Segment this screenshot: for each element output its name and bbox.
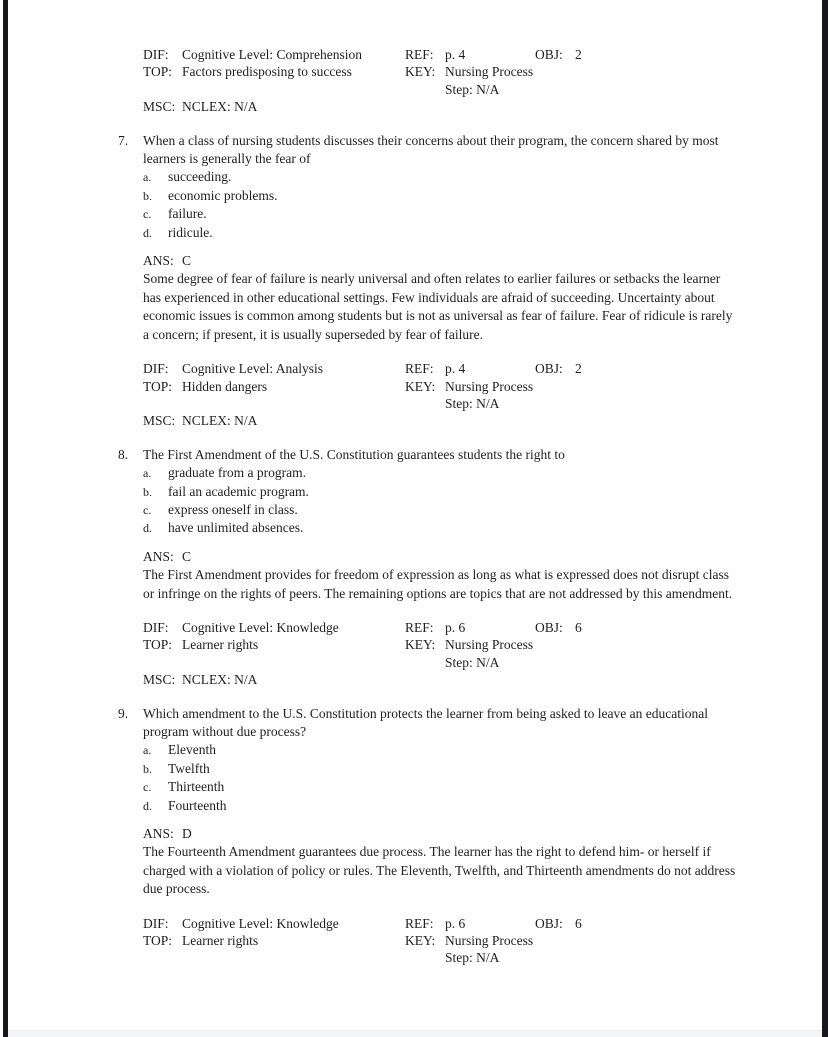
answer-block — [143, 548, 737, 603]
question-meta-block — [143, 360, 737, 430]
meta-label: DIF: — [143, 619, 169, 635]
option-text: Fourteenth — [168, 797, 227, 813]
answer-rationale: Some degree of fear of failure is nearly universal and often relates to earlier failures or setbacks the learner has experienced in other educational settings. Few individuals are afraid of succeeding. Uncertainty about economic issues is common among students but is not as universal as fear of failure. Fear of ridicule is rarely a concern; if present, it is usually superseded by fear of failure. — [143, 271, 733, 342]
question-block — [118, 446, 737, 603]
option-letter: a. — [143, 170, 152, 185]
question-block — [118, 132, 737, 344]
answer-line — [143, 825, 737, 843]
meta-value — [575, 636, 737, 671]
meta-value: Nursing Process Step: N/A — [445, 637, 534, 670]
answer-line — [143, 252, 737, 270]
answer-option — [143, 464, 737, 482]
meta-value: Nursing Process Step: N/A — [445, 64, 534, 97]
document-content — [118, 46, 737, 983]
option-text: succeeding. — [168, 169, 232, 185]
meta-label: REF: — [405, 47, 434, 62]
question-meta-block — [143, 619, 737, 689]
meta-label: KEY: — [405, 933, 436, 949]
answer-option — [143, 187, 737, 205]
meta-label — [405, 98, 445, 115]
meta-label: DIF: — [143, 47, 169, 62]
option-letter: d. — [143, 798, 152, 813]
meta-label — [535, 932, 575, 967]
meta-label: TOP: — [143, 64, 173, 80]
meta-value — [445, 671, 535, 688]
meta-label — [535, 636, 575, 671]
answer-option — [143, 760, 737, 778]
question-text: Which amendment to the U.S. Constitution protects the learner from being asked to leave an educational program without due process? — [143, 705, 708, 739]
meta-label: REF: — [405, 619, 434, 635]
answer-option — [143, 205, 737, 223]
meta-row — [143, 915, 737, 932]
meta-row — [143, 360, 737, 377]
meta-value — [575, 932, 737, 967]
meta-label: MSC: — [143, 672, 176, 688]
answer-value: C — [182, 548, 192, 564]
meta-value: Cognitive Level: Analysis — [182, 361, 323, 377]
meta-value: NCLEX: N/A — [182, 413, 258, 429]
answer-option — [143, 741, 737, 759]
question-meta-block — [143, 915, 737, 967]
meta-label: KEY: — [405, 378, 436, 394]
option-text: express oneself in class. — [168, 501, 298, 517]
answer-option — [143, 483, 737, 501]
question-text: When a class of nursing students discusses their concerns about their program, the concern shared by most learners is generally the fear of — [143, 132, 719, 167]
meta-value: Cognitive Level: Knowledge — [182, 619, 339, 635]
meta-value — [445, 98, 535, 115]
option-text: failure. — [168, 206, 207, 222]
meta-label: DIF: — [143, 361, 169, 377]
question-block — [118, 705, 737, 899]
meta-label: OBJ: — [535, 619, 563, 635]
meta-value: NCLEX: N/A — [182, 672, 258, 688]
answer-option — [143, 519, 737, 537]
meta-row — [143, 412, 737, 429]
answer-rationale: The Fourteenth Amendment guarantees due process. The learner has the right to defend him- or herself if charged with a violation of policy or rules. The Eleventh, Twelfth, and Thirteenth amendments do not address due process. — [143, 844, 736, 897]
question-number: 7. — [118, 132, 129, 148]
meta-row — [143, 46, 737, 63]
option-text: economic problems. — [168, 187, 278, 203]
meta-label — [535, 98, 575, 115]
meta-label: MSC: — [143, 413, 176, 429]
meta-value: p. 4 — [445, 47, 466, 62]
meta-value: p. 6 — [445, 619, 466, 635]
option-letter: d. — [143, 225, 152, 240]
meta-value: 6 — [575, 619, 582, 635]
viewer-bottom-strip — [8, 1030, 822, 1037]
option-letter: b. — [143, 761, 152, 776]
meta-label: KEY: — [405, 637, 436, 653]
meta-value: Nursing Process Step: N/A — [445, 933, 534, 966]
meta-value — [575, 671, 737, 688]
option-letter: b. — [143, 188, 152, 203]
meta-label: TOP: — [143, 637, 173, 653]
meta-value: Cognitive Level: Comprehension — [182, 47, 362, 62]
meta-label: TOP: — [143, 933, 173, 949]
option-text: Eleventh — [168, 742, 216, 758]
meta-value: 6 — [575, 915, 582, 931]
meta-row — [143, 98, 737, 115]
viewer-left-edge — [3, 0, 8, 1037]
meta-row — [143, 378, 737, 413]
meta-value: NCLEX: N/A — [182, 99, 258, 115]
answer-option — [143, 501, 737, 519]
question-text: The First Amendment of the U.S. Constitution guarantees students the right to — [143, 446, 565, 462]
answer-block — [143, 825, 737, 899]
option-text: graduate from a program. — [168, 465, 306, 481]
meta-label: KEY: — [405, 64, 436, 80]
option-letter: c. — [143, 207, 152, 222]
meta-label — [535, 671, 575, 688]
option-letter: c. — [143, 780, 152, 795]
meta-value — [575, 98, 737, 115]
viewer-right-edge — [822, 0, 828, 1037]
option-text: Thirteenth — [168, 779, 225, 795]
answer-rationale: The First Amendment provides for freedom of expression as long as what is expressed does not disrupt class or infringe on the rights of peers. The remaining options are topics that are not addressed by this amendment. — [143, 567, 733, 601]
meta-value: p. 4 — [445, 361, 466, 377]
meta-value: p. 6 — [445, 915, 466, 931]
question-meta-block — [143, 46, 737, 116]
answer-block — [143, 252, 737, 344]
answer-option — [143, 224, 737, 242]
answer-label: ANS: — [143, 253, 174, 269]
meta-value: Factors predisposing to success — [182, 64, 352, 80]
meta-label — [405, 671, 445, 688]
meta-label: MSC: — [143, 99, 176, 115]
answer-label: ANS: — [143, 548, 174, 564]
meta-label: OBJ: — [535, 915, 563, 931]
question-number: 8. — [118, 446, 129, 462]
meta-value: 2 — [575, 47, 582, 62]
meta-value: Cognitive Level: Knowledge — [182, 915, 339, 931]
meta-value — [575, 412, 737, 429]
meta-label: OBJ: — [535, 47, 563, 62]
option-text: ridicule. — [168, 224, 213, 240]
option-letter: d. — [143, 521, 152, 536]
meta-label — [535, 412, 575, 429]
meta-value: Learner rights — [182, 933, 259, 949]
meta-value: Nursing Process Step: N/A — [445, 378, 534, 411]
meta-row — [143, 636, 737, 671]
option-text: fail an academic program. — [168, 483, 309, 499]
answer-option — [143, 168, 737, 186]
meta-label: DIF: — [143, 915, 169, 931]
meta-value — [445, 412, 535, 429]
meta-label — [535, 378, 575, 413]
meta-label — [405, 412, 445, 429]
option-letter: b. — [143, 484, 152, 499]
option-letter: c. — [143, 502, 152, 517]
meta-row — [143, 932, 737, 967]
meta-row — [143, 671, 737, 688]
meta-label: REF: — [405, 361, 434, 377]
option-text: Twelfth — [168, 760, 210, 776]
question-number: 9. — [118, 705, 129, 721]
meta-label: REF: — [405, 915, 434, 931]
option-text: have unlimited absences. — [168, 520, 304, 536]
answer-option — [143, 797, 737, 815]
meta-value — [575, 378, 737, 413]
meta-row — [143, 63, 737, 98]
meta-row — [143, 619, 737, 636]
meta-value: Learner rights — [182, 637, 259, 653]
meta-value — [575, 63, 737, 98]
answer-option — [143, 778, 737, 796]
meta-value: 2 — [575, 361, 582, 377]
answer-line — [143, 548, 737, 566]
option-letter: a. — [143, 743, 152, 758]
meta-value: Hidden dangers — [182, 378, 268, 394]
option-letter: a. — [143, 466, 152, 481]
answer-value: C — [182, 253, 192, 269]
answer-value: D — [182, 826, 192, 842]
answer-label: ANS: — [143, 826, 174, 842]
meta-label: TOP: — [143, 378, 173, 394]
meta-label — [535, 63, 575, 98]
meta-label: OBJ: — [535, 361, 563, 377]
